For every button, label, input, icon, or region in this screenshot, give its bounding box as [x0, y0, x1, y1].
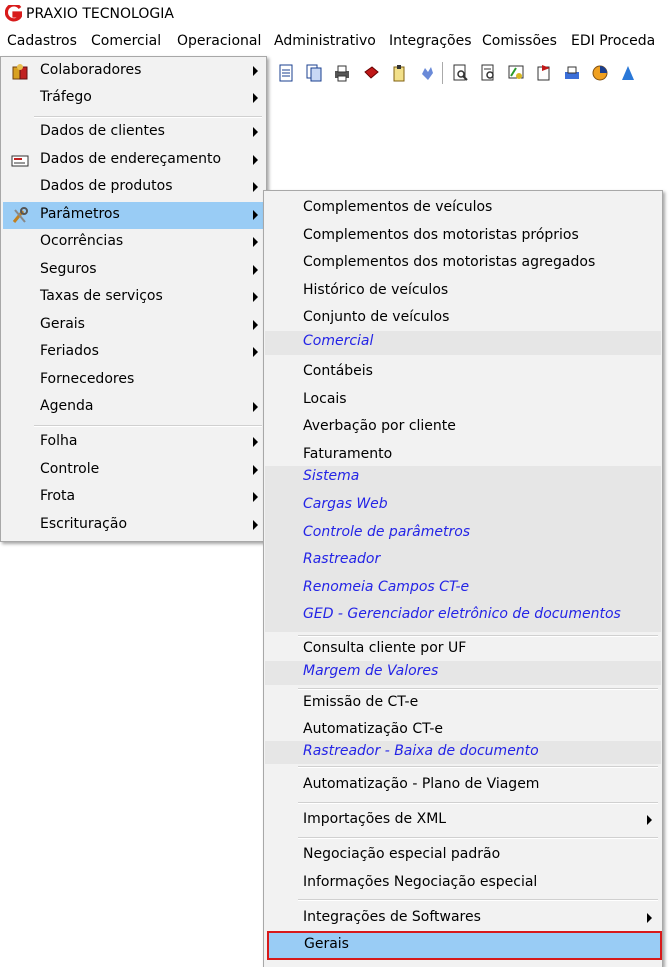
clipboard-icon[interactable] — [391, 64, 407, 82]
menu-item-label: Escrituração — [40, 516, 128, 532]
menu-item-label: Feriados — [40, 343, 99, 359]
menu-item-label: Complementos dos motoristas agregados — [303, 254, 596, 270]
submenu-item-consulta-cliente-por-uf[interactable] — [265, 635, 661, 661]
menu-separator — [298, 837, 658, 839]
documents-icon[interactable] — [306, 64, 322, 82]
submenu-group-sistema — [265, 466, 661, 492]
submenu-item-contabeis[interactable] — [265, 358, 661, 385]
print-preview-icon[interactable] — [452, 64, 468, 82]
menu-item-ocorrencias[interactable] — [3, 229, 264, 256]
menu-item-label: Ocorrências — [40, 233, 124, 249]
menu-comercial[interactable]: Comercial — [91, 33, 162, 49]
submenu-item-complementos-de-veiculos[interactable] — [265, 194, 661, 221]
submenu-arrow-icon — [253, 265, 258, 275]
menu-item-label: Complementos de veículos — [303, 199, 493, 215]
submenu-arrow-icon — [253, 402, 258, 412]
menu-item-dados-de-produtos[interactable] — [3, 174, 264, 201]
submenu-arrow-icon — [253, 210, 258, 220]
submenu-item-negociacao-especial-padrao[interactable] — [265, 841, 661, 868]
submenu-group-comercial — [265, 331, 661, 355]
submenu-group-ged — [265, 602, 661, 632]
menu-operacional[interactable]: Operacional — [177, 33, 262, 49]
tools-icon — [11, 207, 29, 225]
app-title: PRAXIO TECNOLOGIA — [26, 6, 174, 22]
menu-item-label: Tráfego — [40, 89, 92, 105]
menu-item-label: Automatização - Plano de Viagem — [303, 776, 540, 792]
menu-item-label: Integrações de Softwares — [303, 909, 481, 925]
menu-item-label: Automatização CT-e — [303, 721, 444, 737]
report-search-icon[interactable] — [480, 64, 496, 82]
menu-item-taxas-de-servicos[interactable] — [3, 284, 264, 311]
submenu-arrow-icon — [253, 437, 258, 447]
menu-item-gerais[interactable] — [3, 312, 264, 339]
menu-group-label: Sistema — [303, 468, 360, 484]
toolbar — [268, 58, 669, 88]
menu-item-label: Agenda — [40, 398, 94, 414]
menu-item-label: Colaboradores — [40, 62, 142, 78]
menu-item-frota[interactable] — [3, 484, 264, 511]
cadastros-dropdown — [0, 56, 267, 542]
submenu-arrow-icon — [253, 66, 258, 76]
menu-comissoes[interactable]: Comissões — [482, 33, 557, 49]
menu-separator — [34, 425, 262, 427]
menu-item-seguros[interactable] — [3, 257, 264, 284]
menu-group-label: Controle de parâmetros — [303, 524, 471, 540]
submenu-arrow-icon — [253, 292, 258, 302]
submenu-arrow-icon — [647, 815, 652, 825]
praxio-logo-icon — [5, 5, 22, 22]
submenu-arrow-icon — [647, 913, 652, 923]
submenu-item-automatizacao-cte[interactable] — [265, 716, 661, 740]
menu-cadastros[interactable]: Cadastros — [7, 33, 77, 49]
menu-item-label: Consulta cliente por UF — [303, 640, 467, 656]
menu-group-label: GED - Gerenciador eletrônico de documentos — [303, 606, 621, 622]
menu-item-label: Taxas de serviços — [40, 288, 163, 304]
menu-item-label: Faturamento — [303, 446, 393, 462]
submenu-item-complementos-motoristas-proprios[interactable] — [265, 222, 661, 249]
menu-item-label: Histórico de veículos — [303, 282, 449, 298]
menu-item-label: Complementos dos motoristas próprios — [303, 227, 579, 243]
menu-item-label: Seguros — [40, 261, 97, 277]
submenu-group-margem-de-valores — [265, 661, 661, 685]
menu-integracoes[interactable]: Integrações — [389, 33, 472, 49]
submenu-group-cargas-web — [265, 492, 661, 520]
parametros-submenu — [263, 190, 663, 967]
menu-item-label: Gerais — [304, 936, 349, 952]
submenu-arrow-icon — [253, 492, 258, 502]
menu-item-label: Parâmetros — [40, 206, 120, 222]
submenu-arrow-icon — [253, 520, 258, 530]
menu-group-label: Margem de Valores — [303, 663, 439, 679]
menu-item-colaboradores[interactable] — [3, 58, 264, 85]
menu-item-dados-de-clientes[interactable] — [3, 119, 264, 146]
menu-item-trafego[interactable] — [3, 85, 264, 112]
menu-item-label: Dados de clientes — [40, 123, 165, 139]
submenu-group-renomeia-campos-cte — [265, 575, 661, 602]
submenu-group-rastreador-baixa-documento — [265, 741, 661, 764]
menu-item-label: Informações Negociação especial — [303, 874, 538, 890]
menu-item-dados-de-enderecamento[interactable] — [3, 147, 264, 174]
menu-item-label: Gerais — [40, 316, 85, 332]
blue-shape-icon[interactable] — [620, 64, 636, 82]
submenu-item-importacoes-de-xml[interactable] — [265, 806, 661, 833]
menu-item-feriados[interactable] — [3, 339, 264, 366]
hand-icon[interactable] — [419, 64, 435, 82]
menu-separator — [298, 802, 658, 804]
colaboradores-icon — [11, 63, 29, 81]
menu-item-controle[interactable] — [3, 457, 264, 484]
submenu-item-complementos-motoristas-agregados[interactable] — [265, 249, 661, 276]
pie-chart-icon[interactable] — [592, 64, 608, 82]
submenu-item-conjunto-de-veiculos[interactable] — [265, 304, 661, 331]
menu-item-label: Importações de XML — [303, 811, 447, 827]
menu-item-label: Dados de produtos — [40, 178, 173, 194]
submenu-item-emissao-de-cte[interactable] — [265, 689, 661, 716]
flag-document-icon[interactable] — [536, 64, 552, 82]
red-book-icon[interactable] — [363, 64, 379, 82]
menu-administrativo[interactable]: Administrativo — [274, 33, 376, 49]
menu-item-parametros[interactable] — [3, 202, 264, 229]
menu-group-label: Rastreador - Baixa de documento — [303, 743, 539, 759]
envelope-card-icon — [11, 152, 29, 170]
menu-item-label: Folha — [40, 433, 78, 449]
submenu-arrow-icon — [253, 155, 258, 165]
submenu-arrow-icon — [253, 465, 258, 475]
menu-separator — [298, 899, 658, 901]
fax-printer-icon[interactable] — [564, 64, 580, 82]
menu-bar — [0, 28, 669, 56]
menu-item-label: Negociação especial padrão — [303, 846, 501, 862]
menu-group-label: Cargas Web — [303, 496, 388, 512]
submenu-arrow-icon — [253, 237, 258, 247]
menu-item-escrituracao[interactable] — [3, 512, 264, 539]
submenu-arrow-icon — [253, 93, 258, 103]
toolbar-separator — [442, 62, 444, 84]
menu-item-label: Averbação por cliente — [303, 418, 456, 434]
menu-item-label: Contábeis — [303, 363, 373, 379]
submenu-item-historico-de-veiculos[interactable] — [265, 277, 661, 304]
menu-separator — [298, 766, 658, 768]
submenu-item-averbacao-por-cliente[interactable] — [265, 413, 661, 440]
submenu-item-gerais[interactable] — [267, 931, 662, 960]
menu-item-fornecedores[interactable] — [3, 367, 264, 394]
document-icon[interactable] — [278, 64, 294, 82]
menu-group-label: Comercial — [303, 333, 374, 349]
submenu-item-automatizacao-plano-de-viagem[interactable] — [265, 771, 661, 798]
submenu-group-rastreador — [265, 547, 661, 575]
submenu-arrow-icon — [253, 347, 258, 357]
menu-item-label: Locais — [303, 391, 347, 407]
submenu-item-faturamento[interactable] — [265, 441, 661, 465]
submenu-arrow-icon — [253, 127, 258, 137]
menu-item-label: Emissão de CT-e — [303, 694, 419, 710]
submenu-item-informacoes-negociacao-especial[interactable] — [265, 869, 661, 896]
menu-edi-proceda[interactable]: EDI Proceda — [571, 33, 656, 49]
menu-group-label: Renomeia Campos CT-e — [303, 579, 470, 595]
submenu-group-controle-de-parametros — [265, 520, 661, 547]
menu-item-label: Dados de endereçamento — [40, 151, 222, 167]
menu-item-label: Fornecedores — [40, 371, 135, 387]
printer-icon[interactable] — [334, 64, 350, 82]
menu-item-folha[interactable] — [3, 429, 264, 456]
menu-item-label: Controle — [40, 461, 100, 477]
menu-item-label: Frota — [40, 488, 76, 504]
menu-item-agenda[interactable] — [3, 394, 264, 421]
title-bar — [0, 0, 669, 28]
menu-item-label: Conjunto de veículos — [303, 309, 450, 325]
submenu-item-locais[interactable] — [265, 386, 661, 413]
certificate-icon[interactable] — [508, 64, 524, 82]
menu-separator — [34, 116, 262, 118]
submenu-arrow-icon — [253, 182, 258, 192]
submenu-item-integracoes-de-softwares[interactable] — [265, 904, 661, 931]
submenu-arrow-icon — [253, 320, 258, 330]
menu-group-label: Rastreador — [303, 551, 381, 567]
